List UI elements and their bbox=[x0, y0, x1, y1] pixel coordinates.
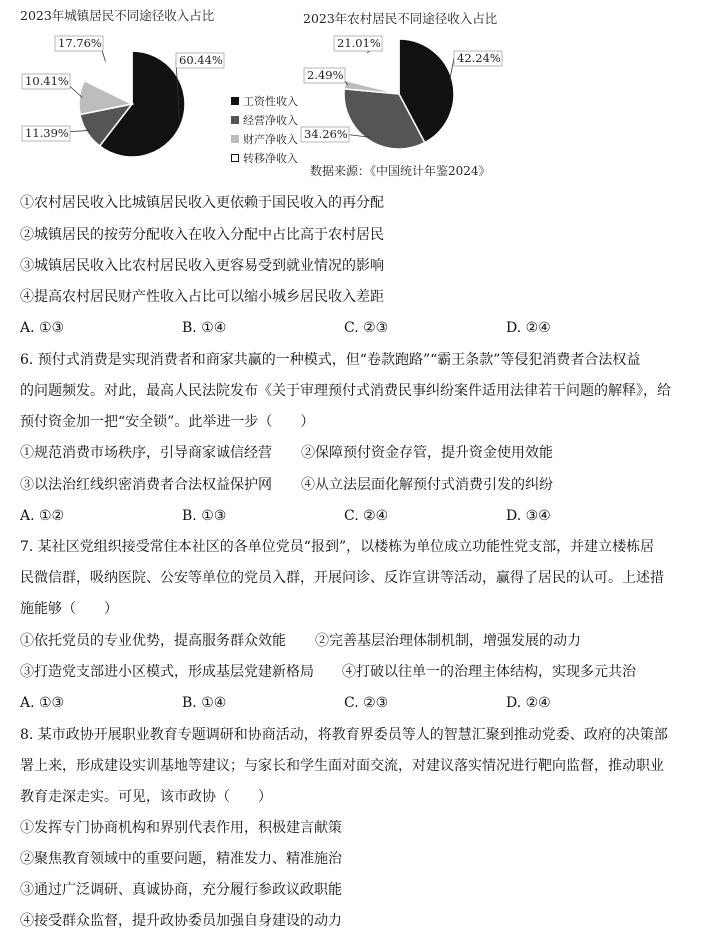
q7-option-c[interactable]: C. ②③ bbox=[344, 695, 389, 711]
legend-label-property: 财产净收入 bbox=[243, 133, 298, 146]
q7-statement-2: ②完善基层治理体制机制，增强发展的动力 bbox=[315, 633, 581, 649]
q8-statement-2: ②聚焦教育领域中的重要问题，精准发力、精准施治 bbox=[20, 851, 342, 867]
q5-option-b[interactable]: B. ①④ bbox=[182, 320, 227, 336]
q8-stem-line-1: 8. 某市政协开展职业教育专题调研和协商活动，将教育界委员等人的智慧汇聚到推动党委、政府的决策部 bbox=[20, 727, 668, 743]
q8-statement-3: ③通过广泛调研、真诚协商，充分履行参政议政职能 bbox=[20, 882, 342, 898]
q6-option-d[interactable]: D. ③④ bbox=[506, 508, 551, 524]
urban-label-transfer: 17.76% bbox=[58, 36, 102, 50]
legend-swatch-transfer bbox=[232, 155, 239, 162]
q5-option-c[interactable]: C. ②③ bbox=[344, 320, 389, 336]
legend-swatch-property bbox=[231, 135, 239, 143]
q5-statement-2: ②城镇居民的按劳分配收入在收入分配中占比高于农村居民 bbox=[20, 227, 384, 243]
q6-stem-line-2: 的问题频发。对此，最高人民法院发布《关于审理预付式消费民事纠纷案件适用法律若干问题的解释》，给 bbox=[20, 383, 671, 399]
q5-statement-4: ④提高农村居民财产性收入占比可以缩小城乡居民收入差距 bbox=[20, 289, 384, 305]
q7-stem-line-3: 施能够（ ） bbox=[20, 601, 118, 617]
q6-statement-4: ④从立法层面化解预付式消费引发的纠纷 bbox=[301, 477, 553, 493]
legend-swatch-business bbox=[231, 116, 239, 124]
charts-svg bbox=[0, 0, 715, 185]
pie-urban bbox=[22, 36, 224, 157]
q5-statement-3: ③城镇居民收入比农村居民收入更容易受到就业情况的影响 bbox=[20, 258, 384, 274]
rural-label-wage: 42.24% bbox=[457, 51, 501, 65]
q7-statement-3: ③打造党支部进小区模式，形成基层党建新格局 bbox=[20, 664, 314, 680]
legend-label-business: 经营净收入 bbox=[243, 114, 298, 127]
rural-label-property: 2.49% bbox=[307, 68, 344, 82]
q7-option-d[interactable]: D. ②④ bbox=[506, 695, 551, 711]
q5-option-d[interactable]: D. ②④ bbox=[506, 320, 551, 336]
q6-option-b[interactable]: B. ①③ bbox=[182, 508, 227, 524]
q8-statement-4: ④接受群众监督，提升政协委员加强自身建设的动力 bbox=[20, 913, 342, 929]
q6-statement-3: ③以法治红线织密消费者合法权益保护网 bbox=[20, 477, 272, 493]
chart-title-rural: 2023年农村居民不同途径收入占比 bbox=[303, 11, 498, 26]
q6-stem-line-1: 6. 预付式消费是实现消费者和商家共赢的一种模式，但“卷款跑路”“霸王条款”等侵犯消费者合法权益 bbox=[20, 352, 641, 368]
q5-option-a[interactable]: A. ①③ bbox=[20, 320, 65, 336]
q8-stem-line-3: 教育走深走实。可见，该市政协（ ） bbox=[20, 789, 272, 805]
q6-statement-2: ②保障预付资金存管，提升资金使用效能 bbox=[301, 445, 553, 461]
urban-label-business: 11.39% bbox=[25, 126, 69, 140]
q6-option-c[interactable]: C. ②④ bbox=[344, 508, 389, 524]
q7-stem-line-1: 7. 某社区党组织接受常住本社区的各单位党员“报到”，以楼栋为单位成立功能性党支部，并建立楼栋居 bbox=[20, 539, 655, 555]
q7-option-b[interactable]: B. ①④ bbox=[182, 695, 227, 711]
q7-option-a[interactable]: A. ①③ bbox=[20, 695, 65, 711]
q5-statement-1: ①农村居民收入比城镇居民收入更依赖于国民收入的再分配 bbox=[20, 195, 384, 211]
q6-statement-1: ①规范消费市场秩序，引导商家诚信经营 bbox=[20, 445, 272, 461]
data-source: 数据来源：《中国统计年鉴2024》 bbox=[310, 164, 491, 178]
q7-statement-4: ④打破以往单一的治理主体结构，实现多元共治 bbox=[342, 664, 636, 680]
q8-statement-1: ①发挥专门协商机构和界别代表作用，积极建言献策 bbox=[20, 820, 342, 836]
q7-statement-1: ①依托党员的专业优势，提高服务群众效能 bbox=[20, 633, 286, 649]
q6-option-a[interactable]: A. ①② bbox=[20, 508, 65, 524]
legend-label-transfer: 转移净收入 bbox=[243, 152, 298, 165]
rural-label-transfer: 21.01% bbox=[337, 36, 381, 50]
chart-title-urban: 2023年城镇居民不同途径收入占比 bbox=[20, 8, 215, 23]
rural-label-business: 34.26% bbox=[304, 127, 348, 141]
urban-label-property: 10.41% bbox=[25, 74, 69, 88]
legend-swatch-wage bbox=[231, 97, 239, 105]
chart-area bbox=[0, 0, 715, 185]
legend-label-wage: 工资性收入 bbox=[243, 95, 298, 108]
q6-stem-line-3: 预付资金加一把“安全锁”。此举进一步（ ） bbox=[20, 414, 315, 430]
q8-stem-line-2: 署上来，形成建设实训基地等建议；与家长和学生面对面交流，对建议落实情况进行靶向监督，推动职业 bbox=[20, 758, 664, 774]
urban-label-wage: 60.44% bbox=[179, 53, 223, 67]
pie-rural bbox=[301, 36, 502, 149]
q7-stem-line-2: 民微信群，吸纳医院、公安等单位的党员入群，开展问诊、反诈宣讲等活动，赢得了居民的认可。上述措 bbox=[20, 570, 664, 586]
legend bbox=[231, 94, 298, 165]
